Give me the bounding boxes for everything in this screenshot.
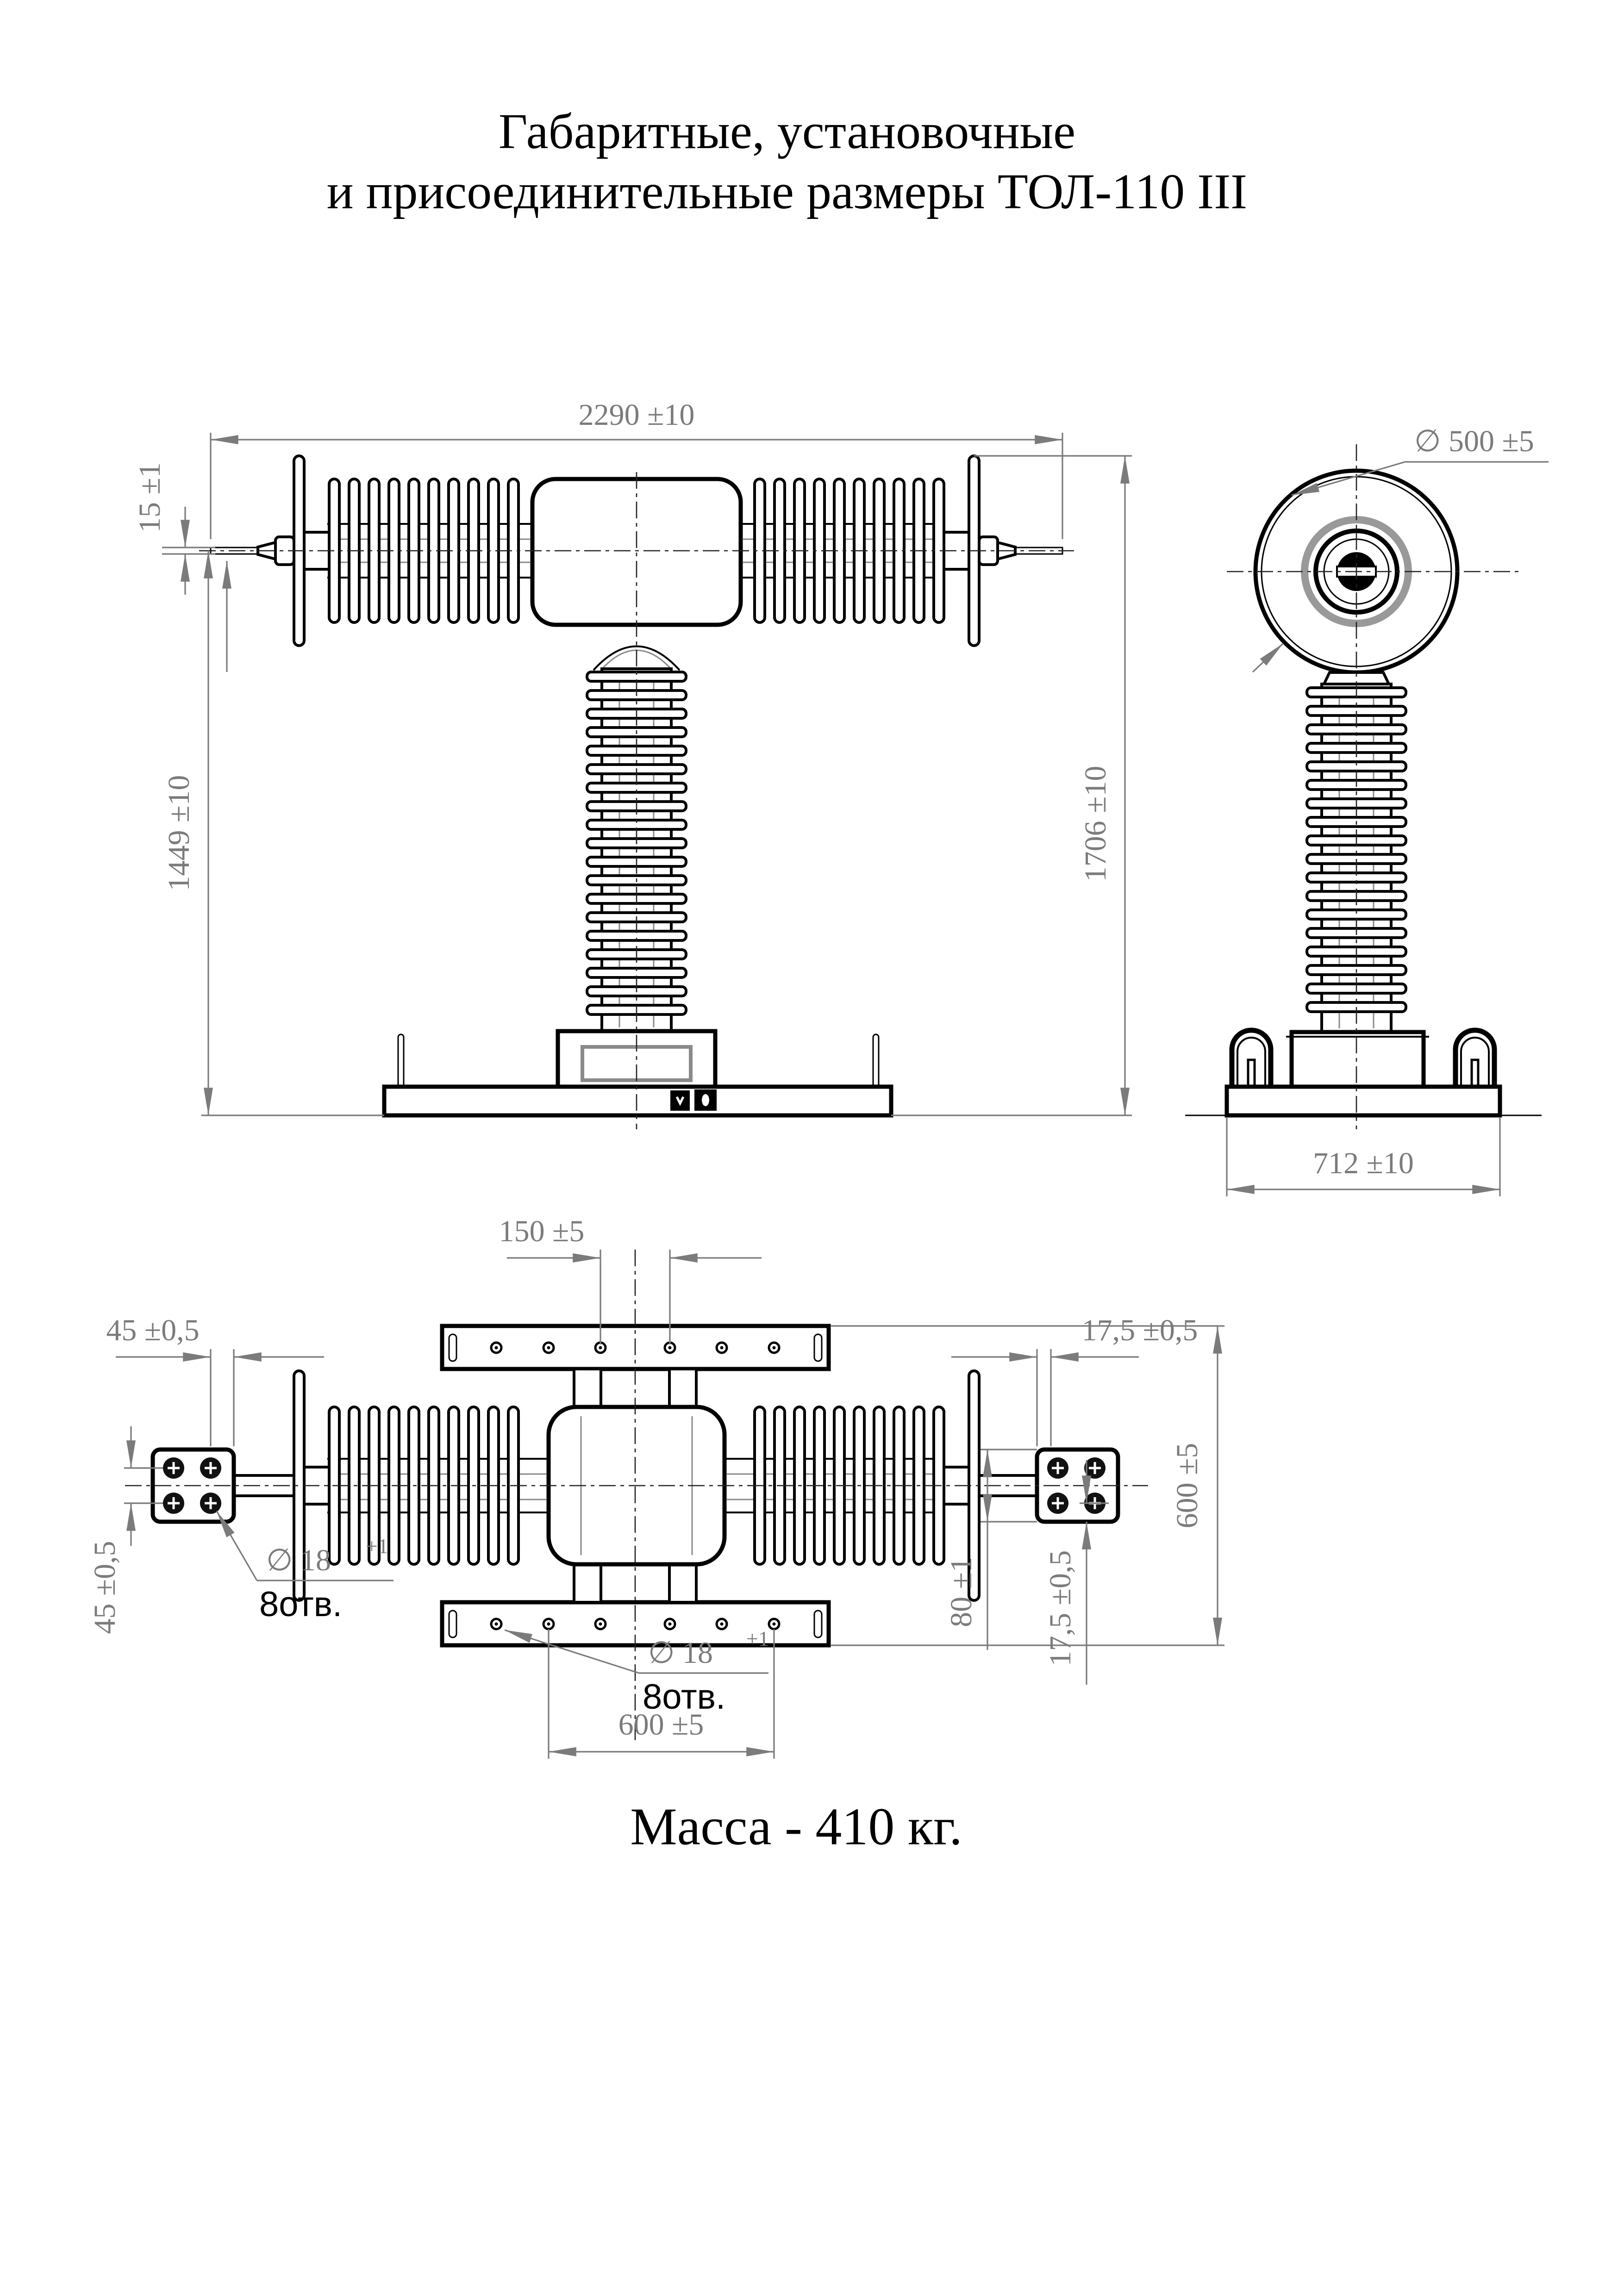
lifting-lug-right [1455, 1030, 1494, 1087]
dim-base-width [1227, 1118, 1500, 1196]
note-holes-center-tolerance: +1 [746, 1627, 769, 1650]
dim-pad-height-label: 80 ±1 [944, 1557, 978, 1627]
dim-pad-hole-offset-h-left-label: 45 ±0,5 [106, 1313, 200, 1347]
mass-note: Масса - 410 кг. [630, 1797, 962, 1856]
dim-terminal-offset-label: 15 ±1 [133, 462, 167, 533]
dim-height-to-axis-label: 1449 ±10 [162, 775, 196, 891]
base-pin-right [873, 1034, 879, 1088]
title-block [327, 104, 1247, 219]
base-plate [384, 1087, 891, 1115]
plan-view [125, 1250, 1148, 1740]
note-holes-left-tolerance: +1 [366, 1534, 388, 1558]
dim-rail-span-label: 600 ±5 [1170, 1443, 1204, 1529]
side-base-plate [1227, 1087, 1500, 1115]
lifting-lug-left [1232, 1030, 1271, 1087]
dim-base-width-label: 712 ±10 [1313, 1146, 1414, 1180]
dim-pad-hole-offset-h-right [951, 1313, 1198, 1446]
dim-terminal-offset [133, 462, 227, 672]
dim-pad-hole-offset-h-left [106, 1313, 324, 1446]
dim-height-to-axis [162, 551, 384, 1115]
front-view [199, 456, 1074, 1129]
note-holes-left-diameter: ∅ 18 [266, 1543, 331, 1577]
side-view [1185, 444, 1542, 1129]
note-holes-center-diameter: ∅ 18 [648, 1636, 713, 1670]
note-holes-center-count: 8отв. [643, 1677, 726, 1717]
dim-rail-hole-gap-label: 150 ±5 [499, 1214, 585, 1248]
base-pin-left [398, 1034, 404, 1088]
title-line-1: Габаритные, установочные [498, 104, 1076, 159]
note-holes-left-count: 8отв. [259, 1585, 343, 1624]
dim-overall-height-label: 1706 ±10 [1079, 765, 1112, 882]
ground-terminal [670, 1090, 690, 1111]
dim-hole-span-label: 600 ±5 [618, 1708, 704, 1742]
dim-fin-diameter-label: ∅ 500 ±5 [1414, 424, 1534, 458]
dim-pad-hole-offset-v-left-label: 45 ±0,5 [88, 1541, 122, 1634]
dim-overall-width-label: 2290 ±10 [578, 398, 695, 432]
title-line-2: и присоединительные размеры ТОЛ-110 III [326, 164, 1248, 219]
side-terminal-box [1292, 1032, 1424, 1087]
dim-pad-hole-offset-h-right-label: 17,5 ±0,5 [1081, 1313, 1198, 1347]
dim-pad-hole-offset-v-right-label: 17,5 ±0,5 [1043, 1550, 1077, 1667]
